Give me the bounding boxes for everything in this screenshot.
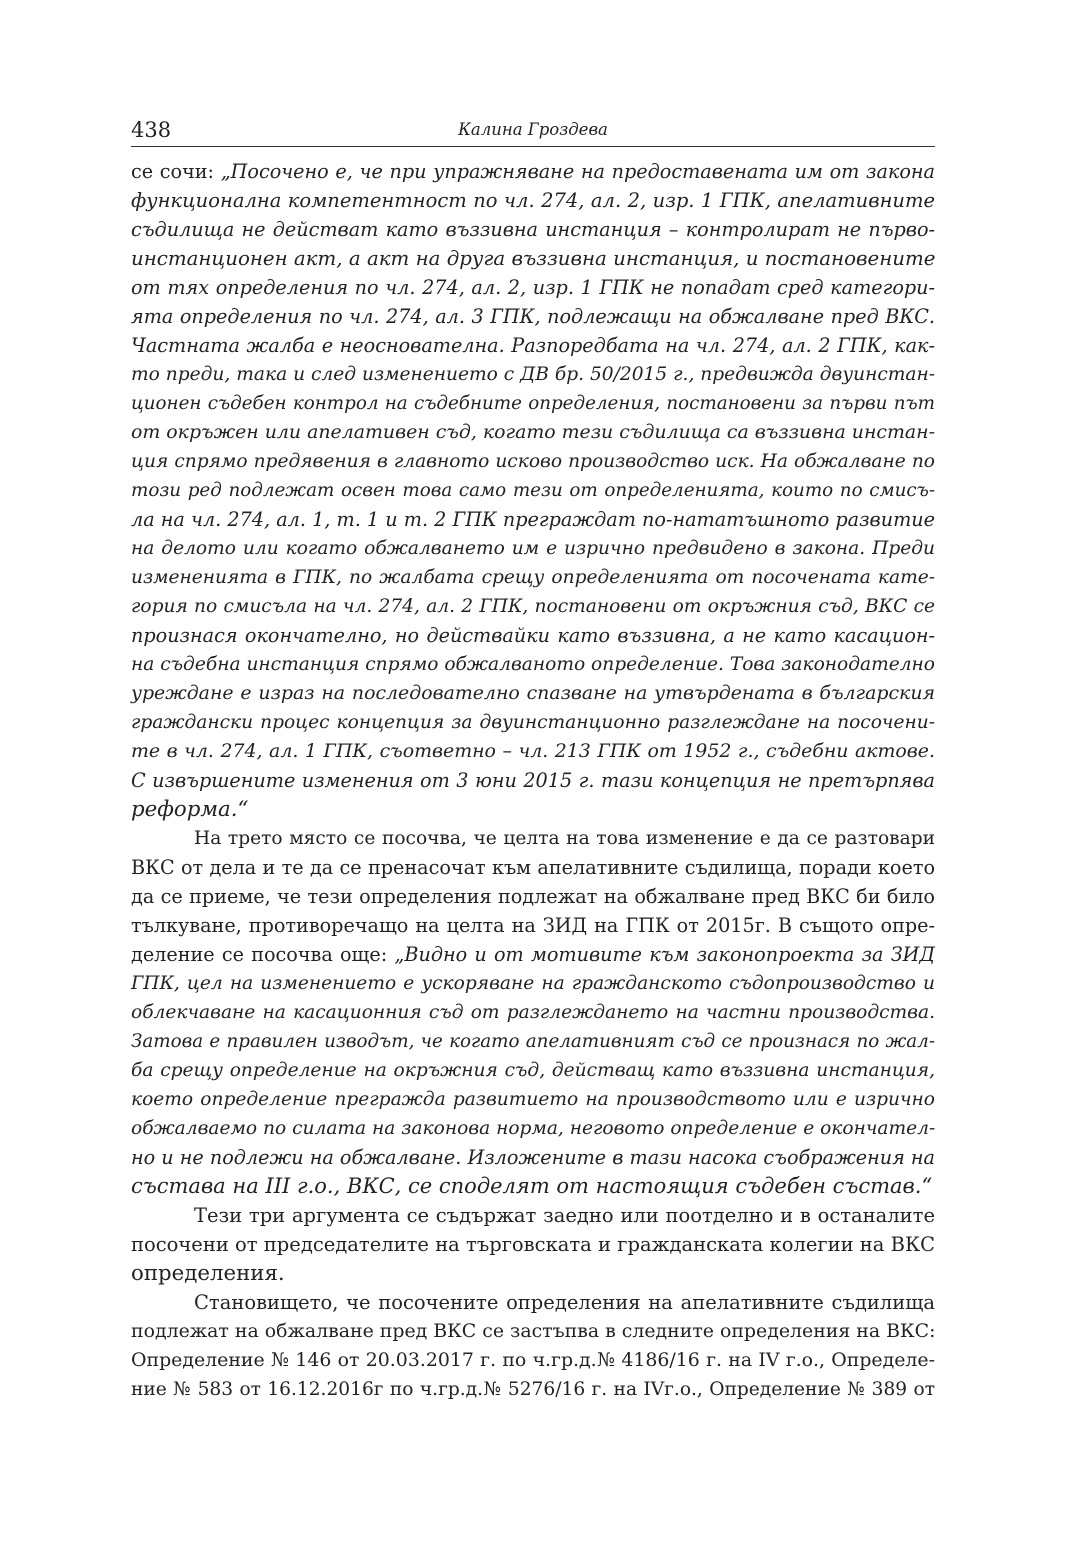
text-line: ла на чл. 274, ал. 1, т. 1 и т. 2 ГПК преграждат по-нататъшното развитие (131, 508, 935, 531)
text-line: но и не подлежи на обжалване. Изложените в тази насока съображения на (131, 1146, 935, 1169)
text-line: С извършените изменения от 3 юни 2015 г. тази концепция не претърпява (131, 769, 935, 792)
text-line: ние № 583 от 16.12.2016г по ч.гр.д.№ 5276/16 г. на IVг.о., Определение № 389 от (131, 1379, 935, 1400)
text-line: се сочи: „Посочено е, че при упражняване на предоставената им от закона (131, 160, 935, 183)
text-line: обжалваемо по силата на законова норма, неговото определение е окончател- (131, 1118, 936, 1139)
text-line: на делото или когато обжалването им е изрично предвидено в закона. Преди (131, 538, 935, 559)
text-line: уреждане е израз на последователно спазване на утвърдената в българския (131, 682, 935, 704)
text-line: Определение № 146 от 20.03.2017 г. по ч.гр.д.№ 4186/16 г. на IV г.о., Определе- (131, 1349, 935, 1371)
text-line: този ред подлежат освен това само тези от определенията, които по смисъ- (131, 480, 935, 501)
text-line: да се приеме, че тези определения подлежат на обжалване пред ВКС би било (131, 885, 935, 908)
text-line: ГПК, цел на изменението е ускоряване на гражданското съдопроизводство и (131, 973, 935, 994)
text-line: ба срещу определение на окръжния съд, действащ като въззивна инстанция, (131, 1060, 935, 1081)
text-line: ция спрямо предявения в главното исково производство иск. На обжалване по (131, 451, 935, 472)
page-number: 438 (131, 118, 172, 142)
text-line: Частната жалба е неоснователна. Разпоредбата на чл. 274, ал. 2 ГПК, как- (131, 334, 935, 357)
text-line: на съдебна инстанция спрямо обжалваното определение. Това законодателно (131, 654, 935, 675)
body-text (131, 157, 935, 1404)
text-line: състава на III г.о., ВКС, се споделят от настоящия съдебен състав.“ (131, 1174, 933, 1198)
text-line: което определение преграждa развитието на производството или е изрично (131, 1089, 935, 1110)
text-line: определения. (131, 1261, 285, 1286)
text-line: произнася окончателно, но действайки като въззивна, а не като касацион- (131, 624, 935, 647)
text-line: Становището, че посочените определения на апелативните съдилища (194, 1291, 935, 1314)
page-header (131, 116, 935, 147)
text-line: реформа.“ (131, 797, 249, 822)
text-line: Затова е правилен изводът, че когато апелативният съд се произнася по жал- (131, 1031, 935, 1052)
text-line: посочени от председателите на търговската и гражданската колегии на ВКС (131, 1233, 935, 1256)
text-line: функционална компетентност по чл. 274, ал. 2, изр. 1 ГПК, апелативните (131, 189, 935, 212)
text-line: На трето място се посочва, че целта на това изменение е да се разтовари (194, 828, 935, 849)
text-line: инстанционен акт, а акт на друга въззивна инстанция, и постановените (131, 247, 936, 270)
text-line: те в чл. 274, ал. 1 ГПК, съответно – чл. 213 ГПК от 1952 г., съдебни актове. (131, 740, 935, 762)
text-line: ВКС от дела и те да се пренасочат към апелативните съдилища, поради което (131, 856, 935, 879)
text-line: съдилища не действат като въззивна инстанция – контролират не първо- (131, 218, 935, 241)
text-line: от окръжен или апелативен съд, когато тези съдилища са въззивна инстан- (131, 421, 935, 443)
text-line: ционен съдебен контрол на съдебните определения, постановени за първи път (131, 393, 935, 414)
running-title: Калина Гроздева (458, 120, 608, 139)
text-line: деление се посочва още: „Видно и от мотивите към законопроекта за ЗИД (131, 943, 936, 966)
text-line: Тези три аргумента се съдържат заедно или поотделно и в останалите (194, 1204, 935, 1227)
text-line: подлежат на обжалване пред ВКС се застъпва в следните определения на ВКС: (131, 1320, 936, 1342)
text-line: тълкуване, противоречащо на целта на ЗИД на ГПК от 2015г. В същото опре- (131, 914, 935, 937)
text-line: облекчаване на касационния съд от разглеждането на частни производства. (131, 1002, 935, 1023)
text-line: от тях определения по чл. 274, ал. 2, изр. 1 ГПК не попадат сред категори- (131, 276, 935, 299)
text-line: гория по смисъла на чл. 274, ал. 2 ГПК, постановени от окръжния съд, ВКС се (131, 596, 935, 617)
text-line: то преди, така и след изменението с ДВ бр. 50/2015 г., предвижда двуинстан- (131, 364, 935, 385)
text-line: ята определения по чл. 274, ал. 3 ГПК, подлежащи на обжалване пред ВКС. (131, 305, 935, 328)
text-line: граждански процес концепция за двуинстанционно разглеждане на посочени- (131, 712, 935, 733)
text-line: измененията в ГПК, по жалбата срещу определенията от посочената кате- (131, 567, 935, 588)
